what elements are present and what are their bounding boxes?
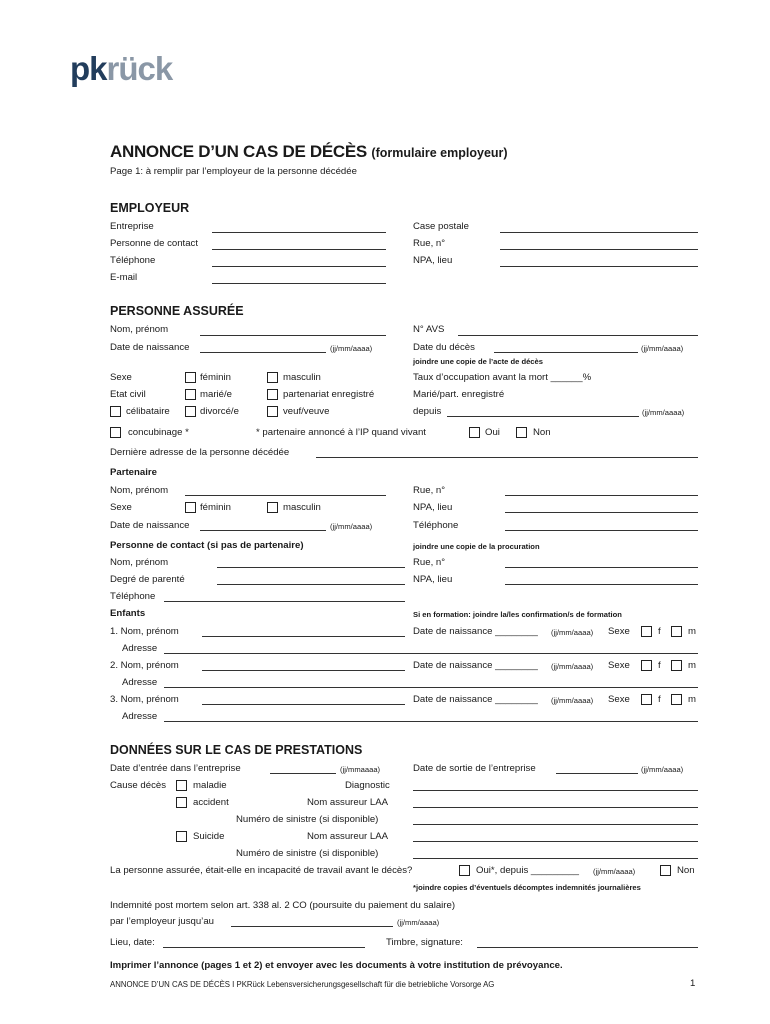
label-enfant-3-nom: 3. Nom, prénom (110, 694, 179, 705)
form-title-main: ANNONCE D’UN CAS DE DÉCÈS (110, 142, 367, 161)
checkbox-maladie[interactable] (176, 780, 187, 791)
label-oui: Oui (485, 427, 500, 438)
field-partenaire-npa[interactable] (505, 512, 698, 513)
label-sexe: Sexe (110, 372, 132, 383)
label-contact-parente: Degré de parenté (110, 574, 185, 585)
label-lieu-date: Lieu, date: (110, 937, 155, 948)
label-contact-npa: NPA, lieu (413, 574, 453, 585)
page-note: Page 1: à remplir par l’employeur de la personne décédée (110, 166, 357, 177)
label-par-employeur: par l’employeur jusqu’au (110, 916, 214, 927)
field-diagnostic[interactable] (413, 790, 698, 791)
label-partenaire-rue: Rue, n° (413, 485, 446, 496)
field-contact-parente[interactable] (217, 584, 405, 585)
field-enfant-1-adresse[interactable] (164, 653, 698, 654)
checkbox-marie[interactable] (185, 389, 196, 400)
label-date-deces: Date du décès (413, 342, 475, 353)
label-enfant-3-adresse: Adresse (122, 711, 158, 722)
field-nom-prenom[interactable] (200, 335, 386, 336)
label-celibataire: célibataire (126, 406, 170, 417)
label-partenariat: partenariat enregistré (283, 389, 375, 400)
label-enfant-3-m: m (688, 694, 696, 705)
field-email[interactable] (212, 283, 386, 284)
label-enfant-2-m: m (688, 660, 696, 671)
label-indemnite: Indemnité post mortem selon art. 338 al. 2 CO (poursuite du paiement du salaire) (110, 900, 456, 911)
label-nom-prenom: Nom, prénom (110, 324, 169, 335)
field-enfant-3-nom[interactable] (202, 704, 405, 705)
pkruck-logo: pkrück (70, 50, 173, 87)
label-etat-civil: Etat civil (110, 389, 146, 400)
field-enfant-2-nom[interactable] (202, 670, 405, 671)
label-enfant-3-sexe: Sexe (608, 694, 630, 705)
field-partenaire-nom[interactable] (185, 495, 386, 496)
date-format-hint: (jj/mm/aaaa) (593, 867, 636, 876)
checkbox-veuf[interactable] (267, 406, 278, 417)
field-enfant-1-nom[interactable] (202, 636, 405, 637)
field-assureur-laa-2[interactable] (413, 841, 698, 842)
checkbox-enfant-3-m[interactable] (671, 694, 682, 705)
label-entreprise: Entreprise (110, 221, 154, 232)
label-contact-rue: Rue, n° (413, 557, 446, 568)
label-email: E-mail (110, 272, 138, 283)
label-enfant-1-adresse: Adresse (122, 643, 158, 654)
label-partenaire-feminin: féminin (200, 502, 231, 513)
field-rue[interactable] (500, 249, 698, 250)
field-contact-nom[interactable] (217, 567, 405, 568)
subsection-contact: Personne de contact (si pas de partenaire) (110, 540, 304, 551)
label-diagnostic: Diagnostic (345, 780, 390, 791)
field-date-deces[interactable] (494, 352, 638, 353)
checkbox-enfant-1-f[interactable] (641, 626, 652, 637)
section-employeur: EMPLOYEUR (110, 201, 190, 215)
label-enfant-1-sexe: Sexe (608, 626, 630, 637)
note-procuration: joindre une copie de la procuration (413, 542, 540, 551)
subsection-partenaire: Partenaire (110, 467, 157, 478)
date-format-hint: (jj/mm/aaaa) (551, 628, 594, 637)
field-date-naissance[interactable] (200, 352, 326, 353)
field-personne-contact[interactable] (212, 249, 386, 250)
field-indemnite-date[interactable] (231, 926, 393, 927)
label-telephone: Téléphone (110, 255, 156, 266)
label-personne-contact: Personne de contact (110, 238, 199, 249)
label-veuf: veuf/veuve (283, 406, 330, 417)
note-partenaire: * partenaire annoncé à l’IP quand vivant (256, 427, 426, 438)
note-acte-deces: joindre une copie de l’acte de décès (413, 357, 543, 366)
field-partenaire-telephone[interactable] (505, 530, 698, 531)
date-format-hint: (jj/mm/aaaa) (551, 696, 594, 705)
label-case-postale: Case postale (413, 221, 469, 232)
label-depuis: depuis (413, 406, 442, 417)
field-assureur-laa[interactable] (413, 807, 698, 808)
checkbox-enfant-1-m[interactable] (671, 626, 682, 637)
checkbox-incapacite-non[interactable] (660, 865, 671, 876)
label-marie-part: Marié/part. enregistré (413, 389, 505, 400)
label-avs: N° AVS (413, 324, 445, 335)
checkbox-suicide[interactable] (176, 831, 187, 842)
subsection-enfants: Enfants (110, 608, 146, 619)
field-npa[interactable] (500, 266, 698, 267)
label-divorce: divorcé/e (200, 406, 239, 417)
page-number: 1 (690, 978, 696, 989)
date-format-hint: (jj/mmaaaa) (340, 765, 381, 774)
field-contact-telephone[interactable] (164, 601, 405, 602)
label-partenaire-sexe: Sexe (110, 502, 132, 513)
label-contact-nom: Nom, prénom (110, 557, 169, 568)
label-taux-occupation: Taux d’occupation avant la mort ______% (413, 372, 592, 383)
label-date-sortie: Date de sortie de l’entreprise (413, 763, 536, 774)
field-date-entree[interactable] (270, 773, 336, 774)
label-numero-sinistre: Numéro de sinistre (si disponible) (236, 814, 379, 825)
checkbox-partenaire-masculin[interactable] (267, 502, 278, 513)
label-cause-deces: Cause décès (110, 780, 166, 791)
checkbox-enfant-2-m[interactable] (671, 660, 682, 671)
label-maladie: maladie (193, 780, 227, 791)
date-format-hint: (jj/mm/aaaa) (330, 522, 373, 531)
label-enfant-3-naissance: Date de naissance ________ (413, 694, 538, 705)
checkbox-oui[interactable] (469, 427, 480, 438)
date-format-hint: (jj/mm/aaaa) (641, 765, 684, 774)
checkbox-partenariat[interactable] (267, 389, 278, 400)
label-enfant-1-naissance: Date de naissance ________ (413, 626, 538, 637)
label-partenaire-nom: Nom, prénom (110, 485, 169, 496)
label-accident: accident (193, 797, 229, 808)
label-feminin: féminin (200, 372, 231, 383)
label-enfant-2-adresse: Adresse (122, 677, 158, 688)
label-suicide: Suicide (193, 831, 225, 842)
checkbox-feminin[interactable] (185, 372, 196, 383)
checkbox-masculin[interactable] (267, 372, 278, 383)
field-numero-sinistre-2[interactable] (413, 858, 698, 859)
field-contact-npa[interactable] (505, 584, 698, 585)
footer-text: ANNONCE D’UN CAS DE DÉCÈS I PKRück Lebensversicherungsgesellschaft für die betriebliche Vorsorge AG (110, 980, 495, 989)
label-rue: Rue, n° (413, 238, 446, 249)
field-lieu-date[interactable] (163, 947, 365, 948)
label-enfant-2-f: f (658, 660, 661, 671)
checkbox-non[interactable] (516, 427, 527, 438)
field-timbre-signature[interactable] (477, 947, 698, 948)
label-partenaire-masculin: masculin (283, 502, 321, 513)
label-marie: marié/e (200, 389, 232, 400)
label-numero-sinistre-2: Numéro de sinistre (si disponible) (236, 848, 379, 859)
label-enfant-3-f: f (658, 694, 661, 705)
field-numero-sinistre[interactable] (413, 824, 698, 825)
field-date-sortie[interactable] (556, 773, 638, 774)
field-depuis[interactable] (447, 416, 639, 417)
date-format-hint: (jj/mm/aaaa) (330, 344, 373, 353)
form-title (110, 142, 508, 162)
form-title-sub: (formulaire employeur) (371, 146, 508, 160)
label-enfant-2-sexe: Sexe (608, 660, 630, 671)
date-format-hint: (jj/mm/aaaa) (551, 662, 594, 671)
field-partenaire-naissance[interactable] (200, 530, 326, 531)
checkbox-celibataire[interactable] (110, 406, 121, 417)
label-masculin: masculin (283, 372, 321, 383)
checkbox-partenaire-feminin[interactable] (185, 502, 196, 513)
label-date-naissance: Date de naissance (110, 342, 190, 353)
label-derniere-adresse: Dernière adresse de la personne décédée (110, 447, 290, 458)
label-partenaire-npa: NPA, lieu (413, 502, 453, 513)
label-date-entree: Date d’entrée dans l’entreprise (110, 763, 241, 774)
field-case-postale[interactable] (500, 232, 698, 233)
field-contact-rue[interactable] (505, 567, 698, 568)
label-partenaire-telephone: Téléphone (413, 520, 459, 531)
field-telephone[interactable] (212, 266, 386, 267)
instruction-imprimer: Imprimer l’annonce (pages 1 et 2) et envoyer avec les documents à votre institution de prévoyance. (110, 960, 563, 971)
checkbox-enfant-3-f[interactable] (641, 694, 652, 705)
label-enfant-1-m: m (688, 626, 696, 637)
section-prestations: DONNÉES SUR LE CAS DE PRESTATIONS (110, 743, 363, 757)
label-timbre-signature: Timbre, signature: (386, 937, 463, 948)
label-oui-depuis: Oui*, depuis _________ (476, 865, 579, 876)
label-non: Non (533, 427, 551, 438)
label-assureur-laa: Nom assureur LAA (307, 797, 389, 808)
label-enfant-1-nom: 1. Nom, prénom (110, 626, 179, 637)
field-avs[interactable] (458, 335, 698, 336)
field-derniere-adresse[interactable] (316, 457, 698, 458)
field-entreprise[interactable] (212, 232, 386, 233)
checkbox-accident[interactable] (176, 797, 187, 808)
date-format-hint: (jj/mm/aaaa) (642, 408, 685, 417)
label-concubinage: concubinage * (128, 427, 189, 438)
checkbox-divorce[interactable] (185, 406, 196, 417)
label-incapacite-non: Non (677, 865, 695, 876)
date-format-hint: (jj/mm/aaaa) (641, 344, 684, 353)
field-enfant-2-adresse[interactable] (164, 687, 698, 688)
label-contact-telephone: Téléphone (110, 591, 156, 602)
checkbox-concubinage[interactable] (110, 427, 121, 438)
label-enfant-1-f: f (658, 626, 661, 637)
label-partenaire-naissance: Date de naissance (110, 520, 190, 531)
field-enfant-3-adresse[interactable] (164, 721, 698, 722)
label-assureur-laa-2: Nom assureur LAA (307, 831, 389, 842)
label-incapacite: La personne assurée, était-elle en incapacité de travail avant le décès? (110, 865, 413, 876)
date-format-hint: (jj/mm/aaaa) (397, 918, 440, 927)
checkbox-enfant-2-f[interactable] (641, 660, 652, 671)
section-personne-assuree: PERSONNE ASSURÉE (110, 304, 244, 318)
checkbox-incapacite-oui[interactable] (459, 865, 470, 876)
note-formation: Si en formation: joindre la/les confirmation/s de formation (413, 610, 622, 619)
field-partenaire-rue[interactable] (505, 495, 698, 496)
note-decomptes: *joindre copies d’éventuels décomptes indemnités journalières (413, 883, 641, 892)
label-npa: NPA, lieu (413, 255, 453, 266)
label-enfant-2-nom: 2. Nom, prénom (110, 660, 179, 671)
label-enfant-2-naissance: Date de naissance ________ (413, 660, 538, 671)
